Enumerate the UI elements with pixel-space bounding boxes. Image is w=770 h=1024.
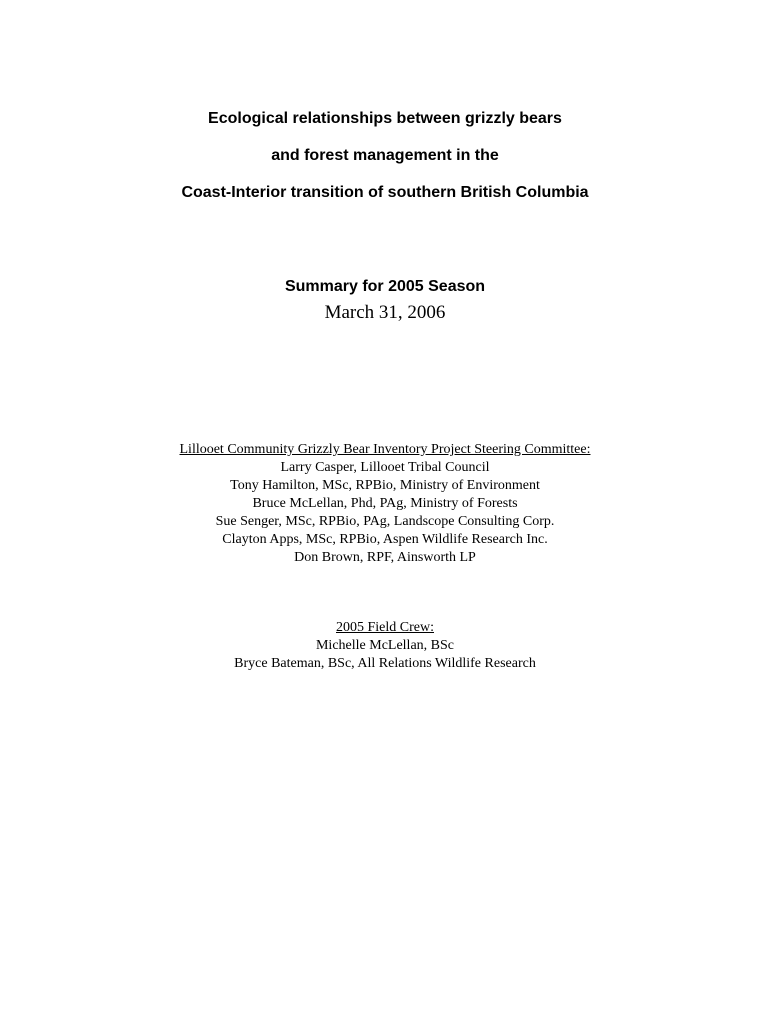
field-crew-heading: 2005 Field Crew: <box>336 620 434 635</box>
title-line: and forest management in the <box>271 147 499 164</box>
report-date: March 31, 2006 <box>324 302 446 323</box>
committee-member: Don Brown, RPF, Ainsworth LP <box>294 550 476 565</box>
committee-member: Larry Casper, Lillooet Tribal Council <box>280 460 490 475</box>
field-crew-member: Bryce Bateman, BSc, All Relations Wildlife Research <box>234 656 536 671</box>
committee-member: Clayton Apps, MSc, RPBio, Aspen Wildlife Research Inc. <box>222 532 548 547</box>
committee-member: Sue Senger, MSc, RPBio, PAg, Landscope Consulting Corp. <box>215 514 555 529</box>
field-crew <box>0 619 770 673</box>
summary-heading: Summary for 2005 Season <box>284 278 486 295</box>
title-line: Coast-Interior transition of southern British Columbia <box>181 184 589 201</box>
committee-heading: Lillooet Community Grizzly Bear Inventory Project Steering Committee: <box>179 442 591 457</box>
document-title <box>0 108 770 219</box>
committee-member: Tony Hamilton, MSc, RPBio, Ministry of Environment <box>230 478 540 493</box>
committee-member: Bruce McLellan, Phd, PAg, Ministry of Forests <box>252 496 518 511</box>
field-crew-member: Michelle McLellan, BSc <box>315 638 455 653</box>
title-line: Ecological relationships between grizzly bears <box>208 110 562 127</box>
steering-committee <box>0 441 770 567</box>
